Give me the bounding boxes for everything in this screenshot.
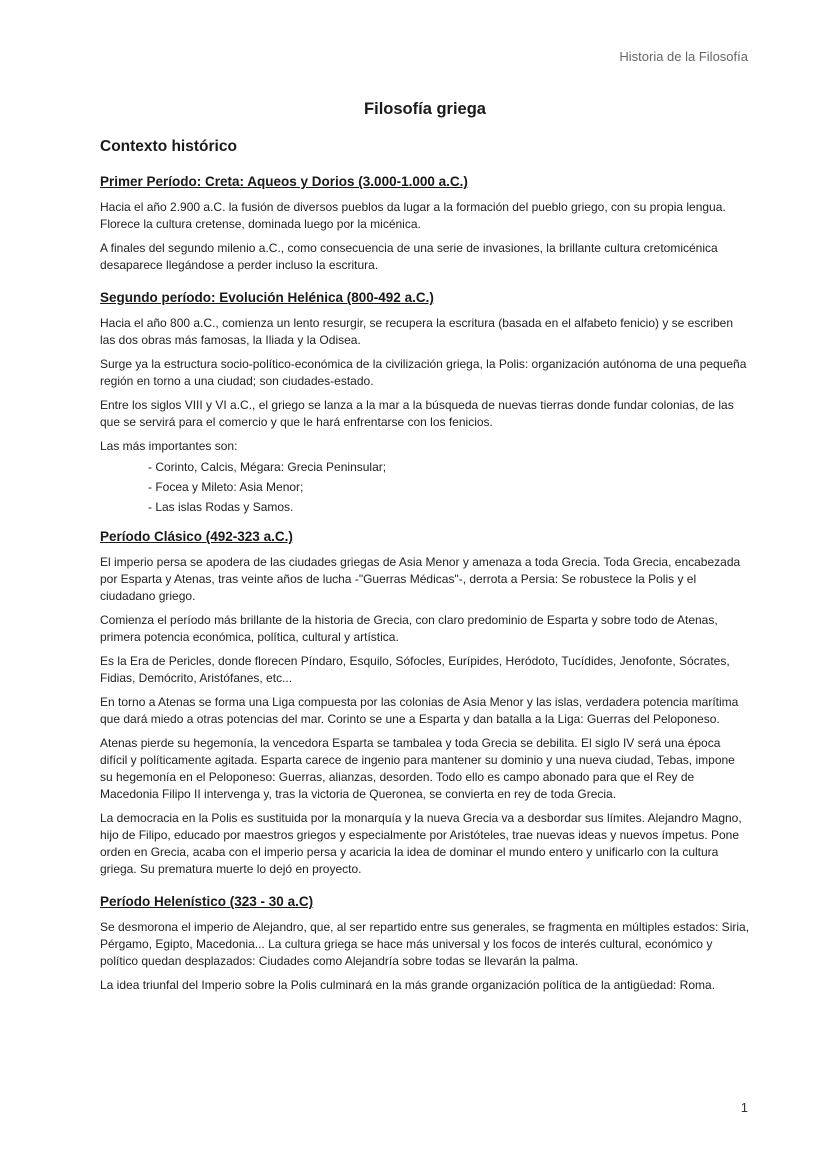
section-periodo-clasico	[100, 529, 750, 878]
paragraph: El imperio persa se apodera de las ciudades griegas de Asia Menor y amenaza a toda Grecia. Toda Grecia, encabezada por Esparta y Atenas, tras veinte años de lucha -"Guerras Médicas"-, derrota a Persia: Se robustece la Polis y el ciudadano griego.	[100, 555, 741, 603]
paragraph: La democracia en la Polis es sustituida por la monarquía y la nueva Grecia va a desbordar sus límites. Alejandro Magno, hijo de Filipo, educado por maestros griegos y especialmente por Aristóteles, trae nuevas ideas y nuevos ímpetus. Pone orden en Grecia, acaba con el imperio persa y acaricia la idea de dominar el mundo entero y unificarlo con la cultura griega. Su prematura muerte lo dejó en proyecto.	[100, 811, 742, 876]
subheading: Primer Período: Creta: Aqueos y Dorios (3.000-1.000 a.C.)	[100, 174, 468, 189]
paragraph: Hacia el año 800 a.C., comienza un lento resurgir, se recupera la escritura (basada en el alfabeto fenicio) y se escriben las dos obras más famosas, la Iliada y la Odisea.	[100, 316, 734, 347]
paragraph: Hacia el año 2.900 a.C. la fusión de diversos pueblos da lugar a la formación del pueblo griego, con su propia lengua. Florece la cultura cretense, dominada luego por la micénica.	[100, 200, 726, 231]
subheading: Período Clásico (492-323 a.C.)	[100, 529, 293, 544]
paragraph: Se desmorona el imperio de Alejandro, que, al ser repartido entre sus generales, se fragmenta en múltiples estados: Siria, Pérgamo, Egipto, Macedonia... La cultura griega se hace más universal y los focos de interés cultural, económico y político quedan desplazados: Ciudades como Alejandría sobre todas se llevarán la palma.	[100, 920, 750, 968]
section-periodo-helenistico	[100, 894, 750, 994]
document-title: Filosofía griega	[364, 100, 486, 118]
page-number: 1	[740, 1100, 748, 1115]
list-item: - Focea y Mileto: Asia Menor;	[148, 480, 304, 494]
section-heading: Contexto histórico	[100, 138, 237, 155]
subheading: Período Helenístico (323 - 30 a.C)	[100, 894, 314, 909]
running-header: Historia de la Filosofía	[619, 49, 748, 64]
list-item: - Las islas Rodas y Samos.	[148, 500, 294, 514]
list-item: - Corinto, Calcis, Mégara: Grecia Peninsular;	[148, 460, 387, 474]
paragraph: Las más importantes son:	[100, 439, 238, 453]
colonies-list	[100, 457, 750, 517]
paragraph: Atenas pierde su hegemonía, la vencedora Esparta se tambalea y toda Grecia se debilita. El siglo IV será una época difícil y políticamente agitada. Esparta carece de ingenio para mantener su dominio y una nueva ciudad, Tebas, impone su hegemonía en el Peloponeso: Guerras, alianzas, desorden. Todo ello es campo abonado para que el Rey de Macedonia Filipo II intervenga y, tras la victoria de Queronea, se convierta en rey de toda Grecia.	[100, 736, 735, 801]
paragraph: La idea triunfal del Imperio sobre la Polis culminará en la más grande organización política de la antigüedad: Roma.	[100, 978, 716, 992]
paragraph: Comienza el período más brillante de la historia de Grecia, con claro predominio de Esparta y sobre todo de Atenas, primera potencia económica, política, cultural y artística.	[100, 613, 718, 644]
paragraph: En torno a Atenas se forma una Liga compuesta por las colonias de Asia Menor y las islas, verdadera potencia marítima que dará miedo a otras potencias del mar. Corinto se une a Esparta y dan batalla a la Liga: Guerras del Peloponeso.	[100, 695, 739, 726]
document-body	[100, 100, 750, 1004]
section-segundo-periodo	[100, 290, 750, 517]
subheading: Segundo período: Evolución Helénica (800-492 a.C.)	[100, 290, 434, 305]
paragraph: Entre los siglos VIII y VI a.C., el griego se lanza a la mar a la búsqueda de nuevas tierras donde fundar colonias, de las que se servirá para el comercio y que le hará enfrentarse con los fenicios.	[100, 398, 734, 429]
section-primer-periodo	[100, 174, 750, 274]
paragraph: Surge ya la estructura socio-político-económica de la civilización griega, la Polis: organización autónoma de una pequeña región en torno a una ciudad; son ciudades-estado.	[100, 357, 747, 388]
paragraph: Es la Era de Pericles, donde florecen Píndaro, Esquilo, Sófocles, Eurípides, Heródoto, Tucídides, Jenofonte, Sócrates, Fidias, Demócrito, Aristófanes, etc...	[100, 654, 730, 685]
paragraph: A finales del segundo milenio a.C., como consecuencia de una serie de invasiones, la brillante cultura cretomicénica desaparece llegándose a perder incluso la escritura.	[100, 241, 718, 272]
